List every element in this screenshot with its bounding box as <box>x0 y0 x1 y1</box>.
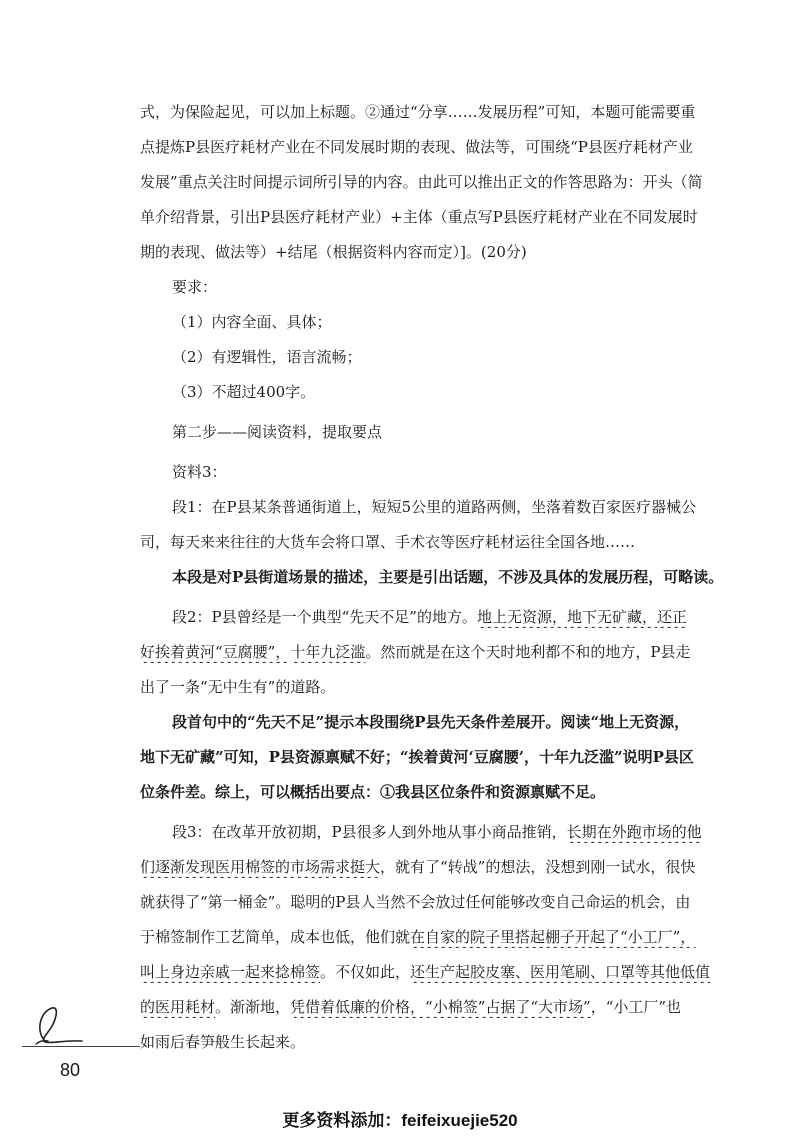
underlined-text: 地下无矿藏， <box>567 608 658 626</box>
answer-text-line: 式，为保险起见，可以加上标题。②通过“分享……发展历程”可知，本题可能需要重 <box>140 103 696 121</box>
paragraph-1-line: 段1：在P县某条普通街道上，短短5公里的道路两侧，坐落着数百家医疗器械公 <box>172 498 697 516</box>
text-segment: ，“小工厂”也 <box>590 998 682 1016</box>
margin-rule <box>22 1046 140 1047</box>
underlined-text: 叫上身边亲戚一起来捻棉签 <box>140 963 321 981</box>
material-label: 资料3： <box>172 463 227 481</box>
paragraph-2-line <box>172 606 740 628</box>
requirement-item: （1）内容全面、具体； <box>172 313 332 331</box>
paragraph-3-line: 就获得了“第一桶金”。聪明的P县人当然不会放过任何能够改变自己命运的机会，由 <box>140 893 691 911</box>
underlined-text: 还正 <box>657 608 688 626</box>
page-number: 80 <box>60 1060 81 1080</box>
underlined-text: 们逐渐发现医用棉签的市场需求挺大 <box>140 858 381 876</box>
underlined-text: 在自家的院子里搭起棚子开起了“小工厂”， <box>410 928 696 946</box>
paragraph-2-note: 地下无矿藏”可知，P县资源禀赋不好；“挨着黄河‘豆腐腰’，十年九泛滥”说明P县区 <box>140 748 694 766</box>
underlined-text: 凭借着低廉的价格，“小棉签”占据了“大市场” <box>290 998 591 1016</box>
paragraph-3-line <box>172 821 740 843</box>
answer-text-line: 点提炼P县医疗耗材产业在不同发展时期的表现、做法等，可围绕“P县医疗耗材产业 <box>140 138 693 156</box>
paragraph-2-note: 位条件差。综上，可以概括出要点：①我县区位条件和资源禀赋不足。 <box>140 783 606 801</box>
requirement-item: （3）不超过400字。 <box>172 383 316 401</box>
underlined-text: 长期在外跑市场的他 <box>566 823 702 841</box>
footer-note: 更多资料添加：feifeixuejie520 <box>282 1111 518 1130</box>
underlined-text: 地上无资源， <box>476 608 567 626</box>
step-heading: 第二步——阅读资料，提取要点 <box>172 423 383 441</box>
answer-text-line: 单介绍背景，引出P县医疗耗材产业）+主体（重点写P县医疗耗材产业在不同发展时 <box>140 208 698 226</box>
paragraph-3-line <box>140 856 740 878</box>
paragraph-3-line <box>140 996 740 1018</box>
text-segment: ，就有了“转战”的想法，没想到刚一试水，很快 <box>380 858 696 876</box>
text-segment: 于棉签制作工艺简单，成本也低，他们就 <box>140 928 411 946</box>
paragraph-1-line: 司，每天来来往往的大货车会将口罩、手术衣等医疗耗材运往全国各地…… <box>140 533 636 551</box>
underlined-text: 的医用耗材 <box>140 998 216 1016</box>
underlined-text: 还生产起胶皮塞、医用笔刷、口罩等其他低值 <box>410 963 711 981</box>
text-segment: 段3：在改革开放初期，P县很多人到外地从事小商品推销， <box>172 823 567 841</box>
paragraph-2-line <box>140 641 740 663</box>
paragraph-3-line: 如雨后春笋般生长起来。 <box>140 1033 306 1051</box>
answer-text-line: 发展”重点关注时间提示词所引导的内容。由此可以推出正文的作答思路为：开头（简 <box>140 173 703 191</box>
underlined-text: 十年九泛滥 <box>290 643 366 661</box>
underlined-text: 好挨着黄河“豆腐腰”， <box>140 643 291 661</box>
text-segment: 。然而就是在这个天时地利都不和的地方，P县走 <box>365 643 691 661</box>
paragraph-2-note: 段首句中的“先天不足”提示本段围绕P县先天条件差展开。阅读“地上无资源， <box>172 713 690 731</box>
paragraph-1-note: 本段是对P县街道场景的描述，主要是引出话题，不涉及具体的发展历程，可略读。 <box>172 568 724 586</box>
requirement-item: （2）有逻辑性，语言流畅； <box>172 348 362 366</box>
paragraph-3-line <box>140 926 740 948</box>
paragraph-2-line: 出了一条“无中生有”的道路。 <box>140 678 336 696</box>
pen-doodle-icon <box>22 1000 142 1050</box>
paragraph-3-line <box>140 961 740 983</box>
text-segment: 。不仅如此， <box>320 963 411 981</box>
text-segment: 段2：P县曾经是一个典型“先天不足”的地方。 <box>172 608 477 626</box>
requirements-heading: 要求： <box>172 278 218 296</box>
answer-text-line: 期的表现、做法等）+结尾（根据资料内容而定）]。(20分) <box>140 243 527 261</box>
text-segment: 。渐渐地， <box>215 998 291 1016</box>
